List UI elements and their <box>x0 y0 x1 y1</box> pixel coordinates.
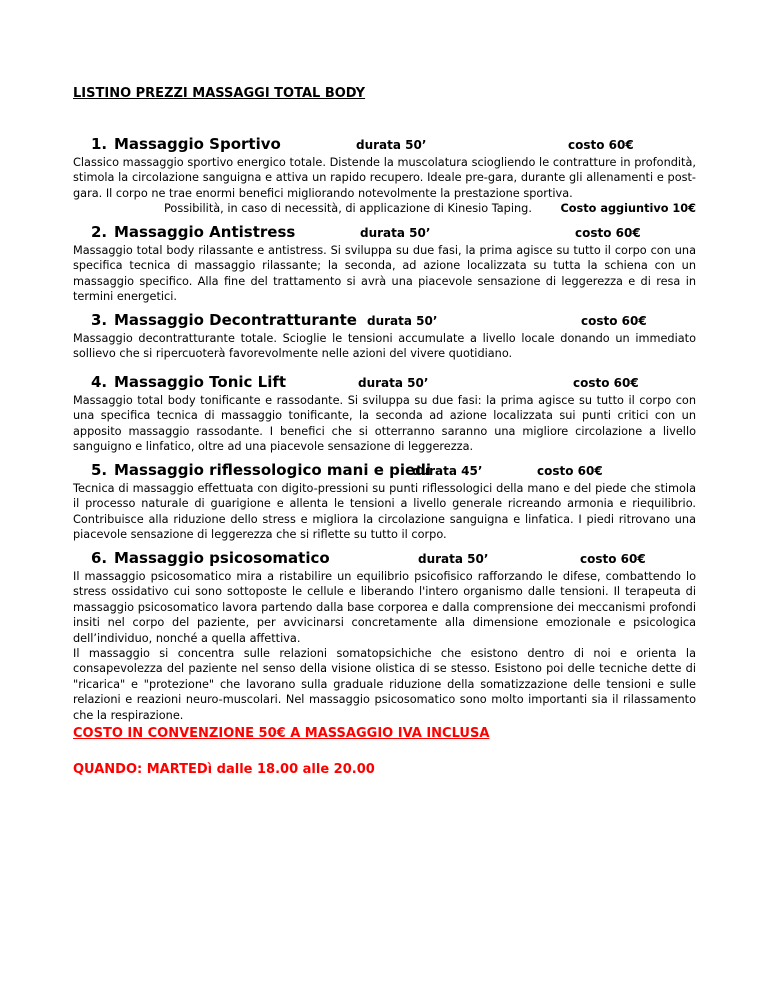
document-title: LISTINO PREZZI MASSAGGI TOTAL BODY <box>73 86 366 101</box>
item-duration: durata 50’ <box>356 138 427 152</box>
item-duration: durata 45’ <box>412 464 483 478</box>
price-item-2 <box>73 223 696 305</box>
price-item-6 <box>73 549 696 723</box>
item-cost: costo 60€ <box>573 376 639 390</box>
item-cost: costo 60€ <box>568 138 634 152</box>
item-number: 5. <box>91 461 108 479</box>
item-description: Tecnica di massaggio effettuata con digito-pressioni su punti riflessologici della mano e del piede che stimola il processo naturale di guarigione e allenta le tensioni a livello generale ricreando armonia e riequilibrio. Contribuisce alla riduzione dello stress e migliora la circolazione sanguigna e linfatica. I piedi ritrovano una piacevole sensazione di leggerezza che si riflette su tutto il corpo. <box>73 482 696 542</box>
item-number: 3. <box>91 311 108 329</box>
item-duration: durata 50’ <box>360 226 431 240</box>
item-heading <box>73 373 696 393</box>
kinesio-note-line <box>73 201 696 217</box>
item-description: Classico massaggio sportivo energico totale. Distende la muscolatura sciogliendo le contratture in profondità, stimola la circolazione sanguigna e attiva un rapido recupero. Ideale pre-gara, durante gli allenamenti e post-gara. Il corpo ne trae enormi benefici migliorando notevolmente la prestazione sportiva. <box>73 156 696 200</box>
item-heading <box>73 311 696 331</box>
item-number: 4. <box>91 373 108 391</box>
price-item-3 <box>73 311 696 362</box>
item-description: Massaggio total body rilassante e antistress. Si sviluppa su due fasi, la prima agisce su tutto il corpo con una specifica tecnica di massaggio rilassante; la seconda, ad azione localizzata su tutta la schiena con un massaggio specifico. Alla fine del trattamento si avrà una piacevole sensazione di leggerezza e di resa in termini energetici. <box>73 244 696 304</box>
kinesio-note: Possibilità, in caso di necessità, di applicazione di Kinesio Taping. <box>164 202 532 216</box>
item-description-continued: Il massaggio si concentra sulle relazioni somatopsichiche che esistono dentro di noi e orienta la consapevolezza del paziente nel senso della visione olistica di se stesso. Esistono poi delle tecniche dette di "ricarica" e "protezione" che lavorano sulla graduale riduzione della somatizzazione delle tensioni e sulle relazioni e reazioni neuro-muscolari. Nel massaggio psicosomatico sono molto importanti sia il rilassamento che la respirazione. <box>73 647 696 722</box>
item-number: 1. <box>91 135 108 153</box>
item-name: Massaggio Antistress <box>114 223 296 241</box>
kinesio-cost: Costo aggiuntivo 10€ <box>560 202 696 216</box>
item-cost: costo 60€ <box>575 226 641 240</box>
item-heading <box>73 461 696 481</box>
item-cost: costo 60€ <box>537 464 603 478</box>
item-description: Il massaggio psicosomatico mira a ristabilire un equilibrio psicofisico rafforzando le difese, combattendo lo stress ossidativo cui sono sottoposte le cellule e liberando l'intero organismo dalle tensioni. Il terapeuta di massaggio psicosomatico lavora partendo dalla base corporea e dalla comprensione dei meccanismi profondi insiti nel corpo del paziente, per avvicinarsi concretamente alla dimensione emozionale e psicologica dell’individuo, nonché a quella affettiva. <box>73 570 696 645</box>
price-item-5 <box>73 461 696 543</box>
item-name: Massaggio Sportivo <box>114 135 281 153</box>
item-duration: durata 50’ <box>418 552 489 566</box>
item-heading <box>73 223 696 243</box>
item-name: Massaggio Decontratturante <box>114 311 357 329</box>
item-duration: durata 50’ <box>367 314 438 328</box>
item-description: Massaggio decontratturante totale. Scioglie le tensioni accumulate a livello locale donando un immediato sollievo che si ripercuoterà favorevolmente nelle azioni del vivere quotidiano. <box>73 332 696 361</box>
item-description: Massaggio total body tonificante e rassodante. Si sviluppa su due fasi: la prima agisce su tutto il corpo con una specifica tecnica di massaggio tonificante, la seconda ad azione localizzata sui punti critici con un apposito massaggio rassodante. I benefici che si otterranno saranno una migliore circolazione a livello sanguigno e linfatico, oltre ad una piacevole sensazione di leggerezza. <box>73 394 696 454</box>
convention-price: COSTO IN CONVENZIONE 50€ A MASSAGGIO IVA INCLUSA <box>73 726 490 741</box>
item-cost: costo 60€ <box>580 552 646 566</box>
item-heading <box>73 135 696 155</box>
item-name: Massaggio Tonic Lift <box>114 373 287 391</box>
item-duration: durata 50’ <box>358 376 429 390</box>
schedule-info: QUANDO: MARTEDì dalle 18.00 alle 20.00 <box>73 762 375 777</box>
item-number: 6. <box>91 549 108 567</box>
price-item-1 <box>73 135 696 217</box>
price-item-4 <box>73 373 696 455</box>
item-heading <box>73 549 696 569</box>
item-cost: costo 60€ <box>581 314 647 328</box>
item-name: Massaggio riflessologico mani e piedi <box>114 461 432 479</box>
item-name: Massaggio psicosomatico <box>114 549 330 567</box>
item-number: 2. <box>91 223 108 241</box>
